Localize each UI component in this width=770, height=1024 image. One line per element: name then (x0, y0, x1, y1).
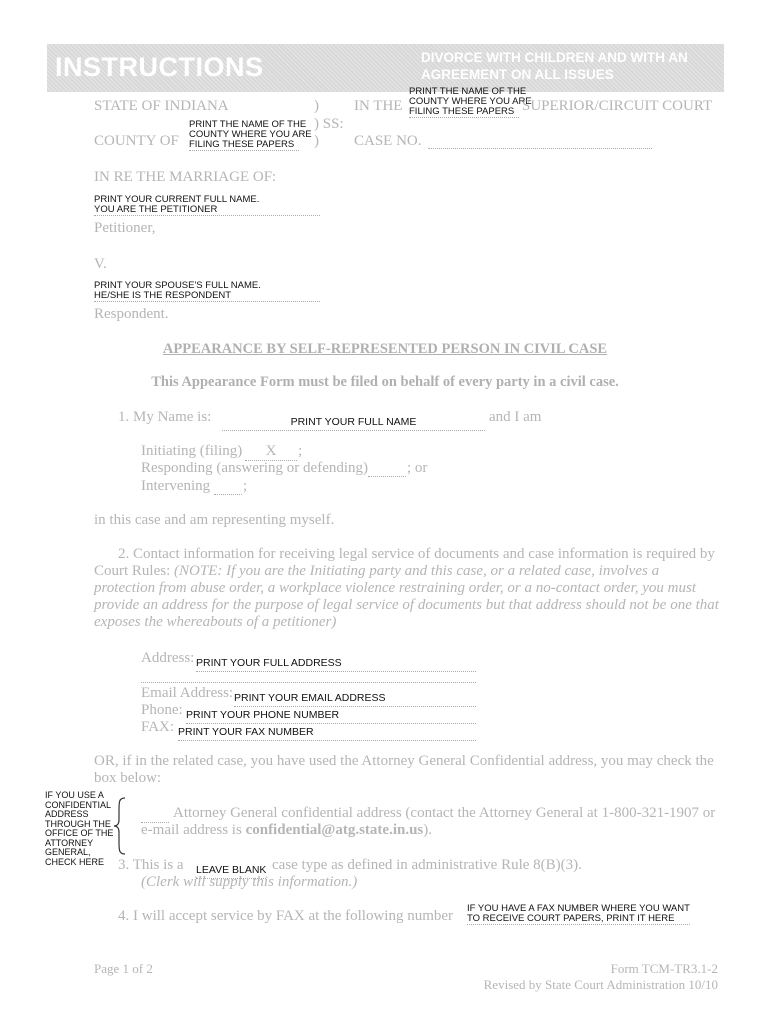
fax-label: FAX: (141, 719, 175, 735)
footer-revised: Revised by State Court Administration 10/10 (483, 977, 718, 992)
item2-line3: protection from abuse order, a workplace violence restraining order, or a no-contact order, you must (94, 580, 697, 596)
initiating-field[interactable]: X (245, 443, 297, 461)
respondent-hint-line1: PRINT YOUR SPOUSE'S FULL NAME. (94, 280, 261, 291)
address-value: PRINT YOUR FULL ADDRESS (196, 657, 342, 669)
ag-hint-line7: GENERAL, (45, 847, 91, 857)
item2-line4: provide an address for the purpose of legal service of documents but that address should not be one that (94, 597, 719, 613)
curly-brace-icon (112, 796, 128, 856)
in-the-label: IN THE (354, 98, 403, 114)
item3-suffix: case type as defined in administrative Rule 8(B)(3). (272, 857, 582, 873)
respondent-label: Respondent. (94, 306, 169, 322)
caption-paren-3: ) (314, 133, 319, 149)
form-title: APPEARANCE BY SELF-REPRESENTED PERSON IN CIVIL CASE (162, 341, 608, 357)
item1-suffix: and I am (489, 409, 542, 425)
address-field[interactable] (196, 650, 476, 672)
address-label: Address: (141, 650, 195, 666)
fax-field[interactable] (178, 719, 476, 741)
representing-text: in this case and am representing myself. (94, 512, 335, 528)
petitioner-hint-line1: PRINT YOUR CURRENT FULL NAME. (94, 194, 260, 205)
ag-email: confidential@atg.state.in.us (245, 822, 424, 838)
county-hint-line3[interactable]: FILING THESE PAPERS (189, 140, 299, 151)
banner-title: INSTRUCTIONS (55, 52, 264, 82)
instructions-banner (47, 44, 724, 92)
item1-prefix: 1. My Name is: (118, 409, 212, 425)
case-no-field[interactable] (428, 136, 652, 149)
footer-form-number: Form TCM-TR3.1-2 (610, 961, 718, 976)
county-hint (189, 120, 312, 151)
ag-line2c: ). (423, 822, 433, 838)
form-subtitle: This Appearance Form must be filed on behalf of every party in a civil case. (151, 374, 619, 390)
respondent-hint (94, 281, 320, 302)
banner-subtitle-line1: DIVORCE WITH CHILDREN AND WITH AN (421, 50, 688, 65)
responding-end: ; or (407, 460, 428, 476)
banner-subtitle-line2: AGREEMENT ON ALL ISSUES (421, 67, 614, 82)
ag-checkbox-field[interactable] (141, 808, 169, 823)
item4-hint (467, 904, 690, 925)
ag-line2 (141, 822, 432, 839)
caption-paren-1: ) (314, 98, 319, 114)
ag-hint (45, 791, 113, 867)
caption-paren-ss: ) SS: (314, 116, 344, 132)
court-label: SUPERIOR/CIRCUIT COURT (522, 98, 713, 114)
ag-hint-line4: THROUGH THE (45, 818, 111, 829)
petitioner-label: Petitioner, (94, 220, 156, 236)
item3-prefix: 3. This is a (118, 857, 184, 873)
initiating-end: ; (298, 443, 303, 459)
or-line2: box below: (94, 770, 162, 786)
ag-hint-line6: ATTORNEY (45, 837, 94, 848)
footer-page: Page 1 of 2 (94, 961, 153, 976)
item2-paragraph (94, 546, 734, 631)
responding-field[interactable] (368, 462, 406, 477)
phone-label: Phone: (141, 702, 183, 718)
ag-hint-line5: OFFICE OF THE (45, 828, 114, 838)
state-label: STATE OF INDIANA (94, 98, 229, 114)
court-hint (409, 87, 532, 118)
county-hint-line1: PRINT THE NAME OF THE (189, 119, 307, 130)
banner-subtitle (421, 49, 688, 83)
item2-line2b: (NOTE: If you are the Initiating party and this case, or a related case, involves a (174, 563, 660, 579)
court-hint-line3[interactable]: FILING THESE PAPERS (409, 107, 519, 118)
email-value: PRINT YOUR EMAIL ADDRESS (234, 692, 386, 704)
initiating-label: Initiating (filing) (141, 443, 243, 459)
phone-value: PRINT YOUR PHONE NUMBER (186, 709, 340, 721)
full-name-field[interactable] (222, 409, 485, 431)
fax-value: PRINT YOUR FAX NUMBER (178, 726, 314, 738)
ag-hint-line3: ADDRESS (45, 809, 89, 819)
petitioner-hint (94, 195, 320, 216)
case-no-label: CASE NO. (354, 133, 422, 149)
court-hint-line2: COUNTY WHERE YOU ARE (409, 96, 532, 107)
ag-hint-line2: CONFIDENTIAL (45, 799, 112, 810)
case-type-value: LEAVE BLANK (196, 864, 267, 876)
item2-line5: exposes the whereabouts of a petitioner) (94, 614, 337, 630)
item2-line1: 2. Contact information for receiving legal service of documents and case information is required by (118, 546, 715, 562)
ag-line1: Attorney General confidential address (contact the Attorney General at 1-800-321-1907 or (173, 805, 716, 821)
address-line2-field[interactable] (141, 670, 476, 683)
or-line1: OR, if in the related case, you have used the Attorney General Confidential address, you may check the (94, 753, 714, 769)
county-of-label: COUNTY OF (94, 133, 179, 149)
full-name-value: PRINT YOUR FULL NAME (290, 416, 417, 428)
petitioner-hint-line2[interactable]: YOU ARE THE PETITIONER (94, 205, 320, 216)
item4-hint-line1: IF YOU HAVE A FAX NUMBER WHERE YOU WANT (467, 903, 690, 914)
responding-label: Responding (answering or defending) (141, 460, 369, 476)
item2-line2 (94, 563, 734, 580)
item4-hint-line2[interactable]: TO RECEIVE COURT PAPERS, PRINT IT HERE (467, 914, 690, 925)
intervening-label: Intervening (141, 478, 211, 494)
item2-line2a: Court Rules: (94, 563, 171, 579)
ag-line2a: e-mail address is (141, 822, 242, 838)
ag-hint-line8: CHECK HERE (45, 856, 105, 867)
versus-label: V. (94, 256, 107, 272)
item4-prefix: 4. I will accept service by FAX at the following number (118, 908, 454, 924)
ag-hint-line1: IF YOU USE A (45, 790, 104, 800)
court-hint-line1: PRINT THE NAME OF THE (409, 86, 527, 97)
item3-note: (Clerk will supply this information.) (141, 874, 358, 890)
intervening-field[interactable] (214, 480, 242, 495)
intervening-end: ; (243, 478, 248, 494)
respondent-hint-line2[interactable]: HE/SHE IS THE RESPONDENT (94, 291, 320, 302)
email-label: Email Address: (141, 685, 234, 701)
or-paragraph (94, 753, 714, 787)
marriage-heading: IN RE THE MARRIAGE OF: (94, 169, 277, 185)
county-hint-line2: COUNTY WHERE YOU ARE (189, 129, 312, 140)
